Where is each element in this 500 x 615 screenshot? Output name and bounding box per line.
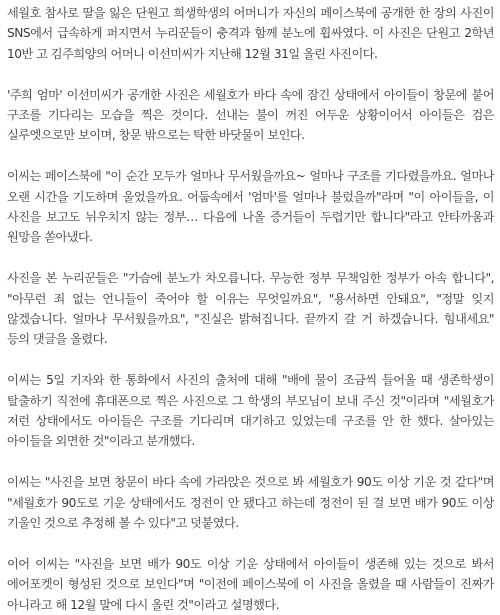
article-paragraph: 이어 이씨는 "사진을 보면 배가 90도 이상 기운 상태에서 아이들이 생존해 있는 것으로 봐서 에어포켓이 형성된 것으로 보인다"며 "이전에 페이스북에 이 사진을 올렸을 때 사람들이 진짜가 아니라고 해 12월 말에 다시 올린 것"이라고 설명했다. [7, 556, 494, 612]
article-paragraph: 이씨는 페이스북에 "이 순간 모두가 얼마나 무서웠을까요~ 얼마나 구조를 기다렸을까요. 얼마나 오랜 시간을 기도하며 울었을까요. 어둡속에서 '엄마'를 얼마나 불렀을까"라며 "이 아이들을, 이 사진을 보고도 뉘우치지 않는 정부… 다음에 나올 증거들이 두렵기만 합니다"라고 안타까움과 원망을 쏟아냈다. [7, 169, 494, 245]
article-paragraph: 이씨는 5일 기자와 한 통화에서 사진의 출처에 대해 "배에 물이 조금씩 들어올 때 생존학생이 탈출하기 직전에 휴대폰으로 찍은 사진으로 그 학생의 부모님이 보내 주신 것"이라며 "세월호가 저런 상태에서도 아이들은 구조를 기다리며 대기하고 있었는데 구조를 안 한 했다. 살아있는 아이들을 외면한 것"이라고 분개했다. [7, 373, 494, 449]
article-paragraph: 사진을 본 누리꾼들은 "가슴에 분노가 차오릅니다. 무능한 정부 무책임한 정부가 아속 합니다", "아무런 죄 없는 언니들이 죽어야 할 이유는 무엇일까요", "용서하면 안돼요", "정말 잊지 않겠습니다. 얼마나 무서웠을까요", "진실은 밝혀집니다. 끝까지 갈 거 하겠습니다. 힘내세요" 등의 댓글을 올렸다. [7, 271, 494, 347]
article-paragraph: 세월호 참사로 딸을 잃은 단원고 희생학생의 어머니가 자신의 페이스북에 공개한 한 장의 사진이 SNS에서 급속하게 퍼지면서 누리꾼들이 충격과 함께 분노에 휩싸였다. 이 사진은 단원고 2학년 10반 고 김주희양의 어머니 이선미씨가 지난해 12월 31일 올린 사진이다. [7, 6, 494, 61]
article-paragraph: 이씨는 "사진을 보면 창문이 바다 속에 가라앉은 것으로 봐 세월호가 90도 이상 기운 것 같다"며 "세월호가 90도로 기운 상태에서도 정전이 안 됐다고 하는데 정전이 된 걸 보면 배가 90도 이상 기울인 것으로 추정해 볼 수 있다"고 덧붙였다. [7, 475, 494, 531]
article-paragraph: '주희 엄마' 이선미씨가 공개한 사진은 세월호가 바다 속에 잠긴 상태에서 아이들이 창문에 붙어 구조를 기다리는 모습을 찍은 것이다. 선내는 불이 꺼진 어두운 상황이어서 아이들은 검은 실루엣으로만 보이며, 창문 밖으로는 탁한 바닷물이 보인다. [7, 87, 494, 143]
